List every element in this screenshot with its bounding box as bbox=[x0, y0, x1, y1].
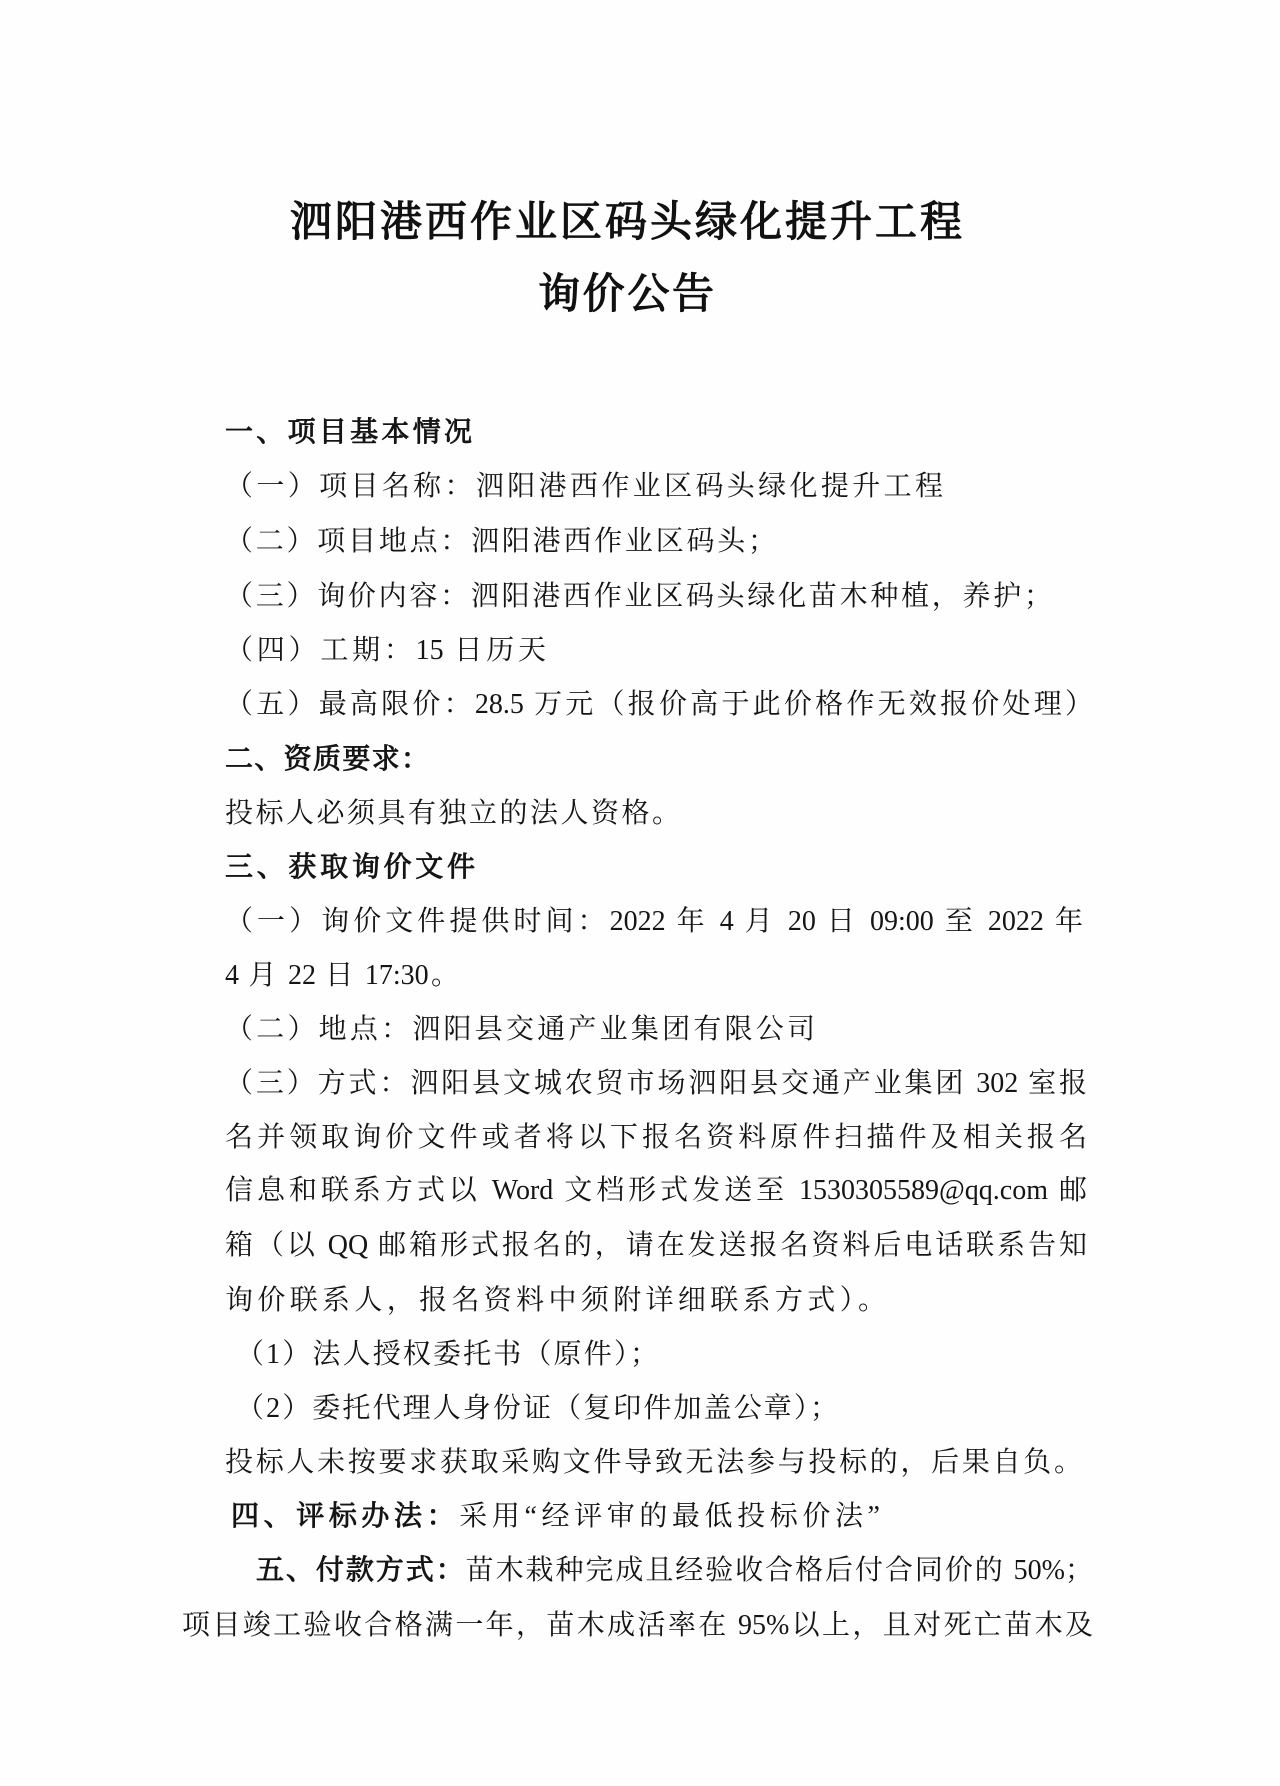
section1-item-duration: （四）工期：15 日历天 bbox=[225, 635, 546, 666]
section3-requirement-2: （2）委托代理人身份证（复印件加盖公章）； bbox=[236, 1393, 838, 1424]
section5-label: 五、付款方式： bbox=[256, 1555, 466, 1586]
section3-line: （一）询价文件提供时间：2022 年 4 月 20 日 09:00 至 2022 年 bbox=[225, 906, 1083, 937]
section2-heading: 二、资质要求： bbox=[225, 744, 429, 775]
section1-item-project-location: （二）项目地点：泗阳港西作业区码头； bbox=[225, 526, 776, 557]
section4-line bbox=[231, 1497, 880, 1537]
section5-line bbox=[256, 1551, 1093, 1591]
document-title-line1: 泗阳港西作业区码头绿化提升工程 bbox=[290, 200, 962, 246]
section3-line: （二）地点：泗阳县交通产业集团有限公司 bbox=[225, 1014, 815, 1045]
section3-heading: 三、获取询价文件 bbox=[225, 852, 475, 883]
section4-label: 四、评标办法： bbox=[231, 1501, 460, 1532]
section3-line: 名并领取询价文件或者将以下报名资料原件扫描件及相关报名 bbox=[225, 1122, 1087, 1153]
section1-item-inquiry-content: （三）询价内容：泗阳港西作业区码头绿化苗木种植，养护； bbox=[225, 581, 1052, 612]
section3-line: 4 月 22 日 17:30。 bbox=[225, 960, 459, 991]
document-title-line2: 询价公告 bbox=[538, 272, 714, 318]
section1-heading: 一、项目基本情况 bbox=[225, 417, 472, 448]
section3-requirement-1: （1）法人授权委托书（原件）； bbox=[236, 1339, 658, 1370]
section2-text: 投标人必须具有独立的法人资格。 bbox=[225, 798, 680, 829]
section5-text: 苗木栽种完成且经验收合格后付合同价的 50%； bbox=[465, 1555, 1093, 1586]
section3-line: 询价联系人，报名资料中须附详细联系方式）。 bbox=[225, 1285, 886, 1316]
section1-item-max-price: （五）最高限价：28.5 万元（报价高于此价格作无效报价处理） bbox=[225, 689, 1093, 720]
section1-item-project-name: （一）项目名称：泗阳港西作业区码头绿化提升工程 bbox=[225, 471, 943, 502]
section3-line: 箱（以 QQ 邮箱形式报名的，请在发送报名资料后电话联系告知 bbox=[225, 1230, 1087, 1261]
section3-note: 投标人未按要求获取采购文件导致无法参与投标的，后果自负。 bbox=[225, 1447, 1082, 1478]
section3-line: （三）方式：泗阳县文城农贸市场泗阳县交通产业集团 302 室报 bbox=[225, 1068, 1087, 1099]
section5-continuation: 项目竣工验收合格满一年，苗木成活率在 95%以上，且对死亡苗木及 bbox=[182, 1610, 1093, 1641]
section4-text: 采用“经评审的最低投标价法” bbox=[459, 1501, 880, 1532]
section3-line: 信息和联系方式以 Word 文档形式发送至 1530305589@qq.com 邮 bbox=[225, 1175, 1087, 1206]
